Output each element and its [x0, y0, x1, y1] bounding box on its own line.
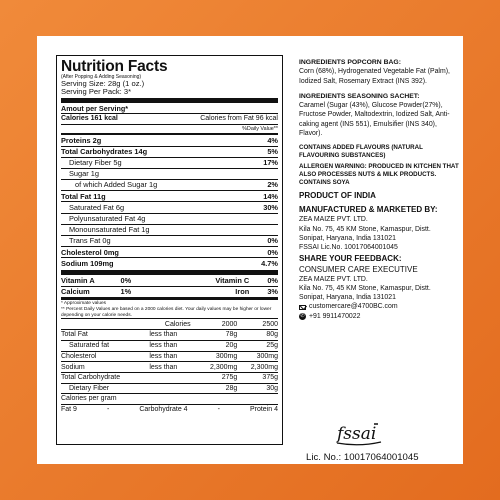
feedback-line: Kila No. 75, 45 KM Stone, Kamaspur, Distt.	[299, 284, 431, 292]
reference-comparator: less than	[149, 351, 196, 362]
nutrient-row	[61, 201, 278, 212]
reference-2000: 275g	[197, 372, 238, 383]
vitamin-value: 1%	[120, 286, 132, 296]
vitamin-row	[61, 286, 278, 297]
vitamin-rows	[61, 276, 278, 297]
nutrient-label: Polyunsaturated Fat 4g	[69, 214, 146, 224]
reference-2000: 78g	[197, 330, 238, 341]
reference-2500: 30g	[237, 383, 278, 393]
nutrient-row	[61, 213, 278, 224]
label-card	[37, 36, 463, 464]
reference-nutrient: Saturated fat	[61, 340, 149, 351]
thick-divider	[61, 98, 278, 103]
reference-row	[61, 383, 278, 393]
calories-per-gram: Calories per gram	[61, 393, 278, 404]
phone-number[interactable]: +91 9911470022	[309, 312, 361, 320]
reference-nutrient: Dietary Fiber	[61, 383, 149, 393]
nutrient-label: of which Added Sugar 1g	[75, 180, 158, 190]
reference-nutrient: Sodium	[61, 362, 149, 373]
footnote	[61, 299, 278, 318]
seasoning-ingredients-text: Caramel (Sugar (43%), Glucose Powder(27%), Fructose Powder, Maltodextrin, Iodized Salt, Anti-caking agent (INS 551), Emulsifier (INS 340), Flavor).	[299, 102, 450, 138]
email-icon	[299, 305, 306, 310]
consumer-care-heading: CONSUMER CARE EXECUTIVE	[299, 264, 418, 274]
reference-2500: 80g	[237, 330, 278, 341]
feedback-line: Sonipat, Haryana, India 131021	[299, 294, 396, 302]
nutrient-daily-value: 0%	[267, 247, 278, 257]
ingredients-info	[299, 58, 461, 321]
nutrient-label: Proteins 2g	[61, 135, 102, 145]
reference-table	[61, 318, 278, 393]
footnote-approx: * Approximate values	[61, 301, 107, 307]
popcorn-ingredients-heading: INGREDIENTS POPCORN BAG:	[299, 59, 401, 66]
nutrition-title: Nutrition Facts	[61, 58, 168, 75]
nutrient-rows	[61, 135, 278, 268]
vitamin-label: Vitamin C	[215, 275, 250, 285]
reference-2000: 28g	[197, 383, 238, 393]
calories-2000: 2000	[197, 319, 238, 330]
nutrient-daily-value: 5%	[267, 146, 278, 156]
calories-from-fat: Calories from Fat 96 kcal	[200, 114, 278, 122]
nutrient-daily-value: 30%	[263, 202, 278, 212]
reference-row	[61, 351, 278, 362]
nutrient-row	[61, 224, 278, 235]
nutrient-label: Sodium 109mg	[61, 258, 114, 268]
nutrient-label: Total Carbohydrates 14g	[61, 146, 148, 156]
nutrient-label: Sugar 1g	[69, 169, 99, 179]
reference-comparator: less than	[149, 362, 196, 373]
reference-2000: 20g	[197, 340, 238, 351]
calories-2500: 2500	[237, 319, 278, 330]
seasoning-ingredients-heading: INGREDIENTS SEASONING SACHET:	[299, 92, 420, 100]
manufacturer-line: Kila No. 75, 45 KM Stone, Kamaspur, Distt.	[299, 225, 431, 233]
nutrient-row	[61, 135, 278, 145]
allergen-warning: ALLERGEN WARNING: PRODUCED IN KITCHEN THAT ALSO PROCESSES NUTS & MILK PRODUCTS. CONTAINS SOYA	[299, 163, 459, 187]
reference-nutrient: Cholesterol	[61, 351, 149, 362]
nutrient-daily-value: 17%	[263, 158, 278, 168]
vitamin-value: 3%	[267, 286, 278, 296]
separator: -	[217, 406, 220, 414]
calories-row	[61, 113, 278, 124]
reference-comparator: less than	[149, 340, 196, 351]
calories-value: Calories 161 kcal	[61, 114, 118, 122]
reference-comparator	[149, 372, 196, 383]
license-number: Lic. No.: 10017064001045	[306, 452, 419, 463]
vitamin-label: Iron	[235, 286, 250, 296]
reference-row	[61, 330, 278, 341]
reference-nutrient: Total Fat	[61, 330, 149, 341]
reference-comparator: less than	[149, 330, 196, 341]
nutrient-row	[61, 190, 278, 201]
nutrient-label: Cholesterol 0mg	[61, 247, 119, 257]
nutrient-daily-value: 0%	[267, 236, 278, 246]
reference-nutrient: Total Carbohydrate	[61, 372, 149, 383]
reference-row	[61, 372, 278, 383]
vitamin-value: 0%	[120, 275, 132, 285]
reference-row	[61, 340, 278, 351]
manufacturer-line: FSSAI Lic.No. 10017064001045	[299, 244, 398, 252]
fssai-logo-text: fssai	[337, 424, 377, 444]
nutrient-daily-value: 4%	[267, 135, 278, 145]
vitamin-label: Calcium	[61, 286, 90, 296]
reference-2000: 300mg	[197, 351, 238, 362]
reference-row	[61, 362, 278, 373]
popcorn-ingredients-text: Corn (68%), Hydrogenated Vegetable Fat (Palm), Iodized Salt, Rosemary Extract (INS 392).	[299, 68, 450, 85]
nutrient-row	[61, 235, 278, 246]
manufacturer-line: ZEA MAIZE PVT. LTD.	[299, 216, 368, 224]
nutrient-daily-value: 14%	[263, 191, 278, 201]
nutrient-row	[61, 157, 278, 168]
nutrient-label: Monounsaturated Fat 1g	[69, 225, 150, 235]
nutrient-label: Trans Fat 0g	[69, 236, 111, 246]
footnote-daily-values: ** Percent Daily Values are based on a 2000 calories diet. Your daily values may be higher or lower depending on your calorie needs.	[61, 306, 272, 318]
nutrient-row	[61, 146, 278, 157]
nutrient-daily-value: 2%	[267, 180, 278, 190]
nutrient-row	[61, 257, 278, 268]
separator: -	[106, 406, 110, 414]
protein-per-gram: Protein 4	[249, 406, 278, 414]
nutrient-label: Total Fat 11g	[61, 191, 106, 201]
nutrition-facts-panel	[56, 55, 283, 445]
feedback-heading: SHARE YOUR FEEDBACK:	[299, 253, 402, 263]
serving-size: Serving Size: 28g (1 oz.)	[61, 79, 145, 88]
vitamin-label: Vitamin A	[61, 275, 95, 285]
thick-divider	[61, 270, 278, 275]
nutrient-label: Saturated Fat 6g	[69, 202, 125, 212]
reference-2500: 2,300mg	[237, 362, 278, 373]
daily-value-header: %Daily Value**	[61, 124, 278, 133]
amount-per-serving: Amout per Serving*	[61, 103, 129, 113]
reference-2500: 375g	[237, 372, 278, 383]
nutrient-row	[61, 168, 278, 179]
nutrient-label: Dietary Fiber 5g	[69, 158, 122, 168]
feedback-line: ZEA MAIZE PVT. LTD.	[299, 275, 368, 283]
vitamin-row	[61, 276, 278, 286]
vitamin-value: 0%	[267, 275, 278, 285]
phone-icon: ✆	[300, 312, 305, 319]
reference-comparator	[149, 383, 196, 393]
contains-flavours: CONTAINS ADDED FLAVOURS (NATURAL FLAVOURING SUBSTANCES)	[299, 144, 423, 160]
reference-2500: 25g	[237, 340, 278, 351]
nutrient-row	[61, 246, 278, 257]
product-of: PRODUCT OF INDIA	[299, 191, 376, 201]
reference-2500: 300mg	[237, 351, 278, 362]
fat-per-gram: Fat 9	[61, 406, 77, 414]
after-popping-note: (After Popping & Adding Seasoning)	[61, 74, 142, 80]
calories-label: Calories	[149, 319, 196, 330]
manufacturer-heading: MANUFACTURED & MARKETED BY:	[299, 205, 438, 215]
carb-per-gram: Carbohydrate 4	[139, 406, 188, 414]
nutrient-row	[61, 179, 278, 190]
per-gram-row	[61, 404, 278, 415]
email-row	[299, 302, 461, 311]
email-address[interactable]: customercare@4700BC.com	[309, 303, 398, 311]
serving-per-pack: Serving Per Pack: 3*	[61, 87, 132, 97]
nutrient-daily-value: 4.7%	[261, 258, 278, 268]
manufacturer-line: Sonipat, Haryana, India 131021	[299, 234, 396, 242]
phone-row	[299, 312, 461, 321]
reference-header-row	[61, 319, 278, 330]
fssai-logo	[334, 422, 384, 448]
reference-2000: 2,300mg	[197, 362, 238, 373]
